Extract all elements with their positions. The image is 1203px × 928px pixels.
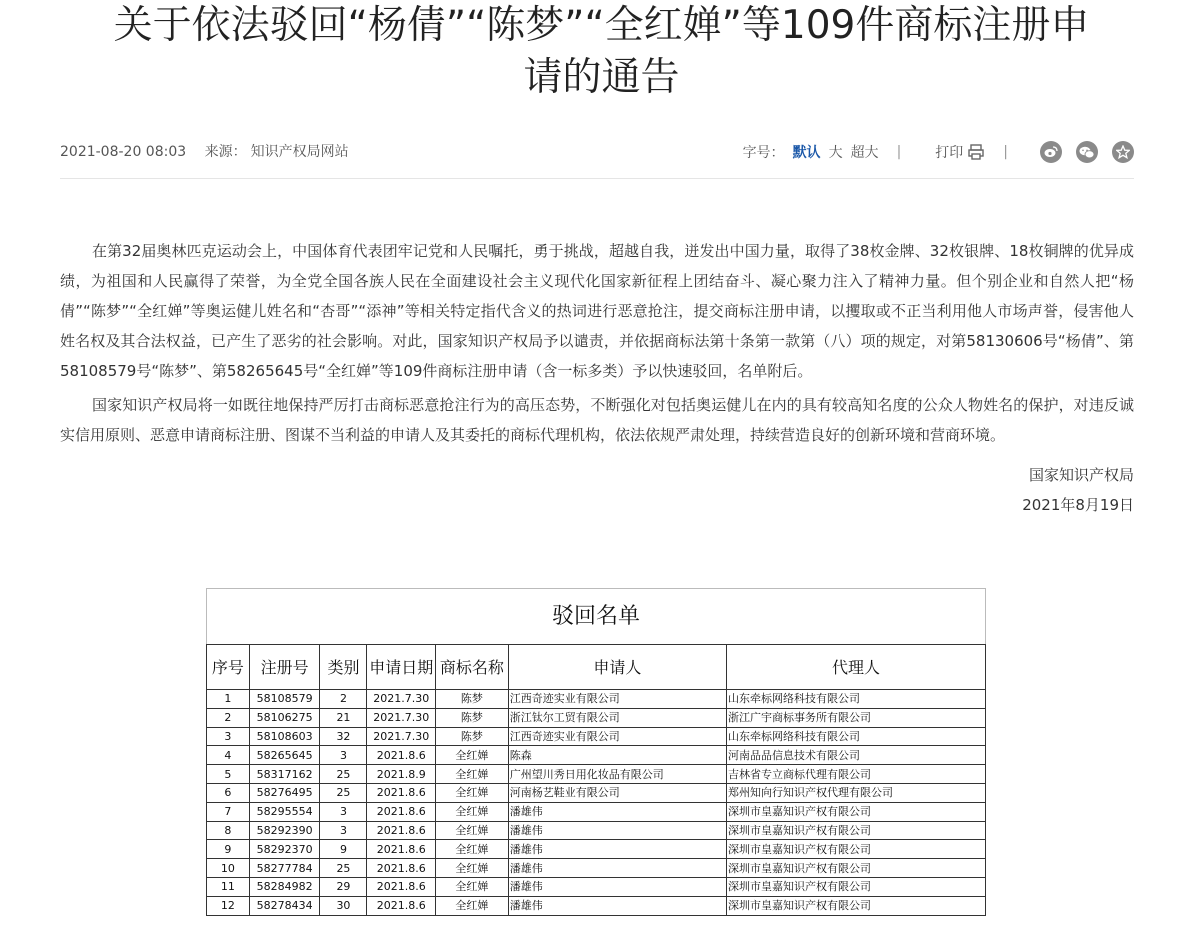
- table-cell: 潘雄伟: [508, 859, 726, 878]
- signature-date: 2021年8月19日: [1022, 496, 1134, 514]
- header-class: 类别: [320, 645, 367, 690]
- table-cell: 潘雄伟: [508, 840, 726, 859]
- table-cell: 5: [207, 765, 250, 784]
- article-tools: [735, 140, 1134, 164]
- table-cell: 2: [320, 690, 367, 709]
- table-cell: 潘雄伟: [508, 821, 726, 840]
- table-body: [207, 690, 986, 916]
- table-cell: 全红婵: [435, 840, 508, 859]
- table-cell: 陈梦: [435, 690, 508, 709]
- font-size-default-button[interactable]: 默认: [792, 145, 821, 161]
- table-cell: 58317162: [249, 765, 320, 784]
- weibo-icon[interactable]: [1040, 141, 1062, 163]
- table-cell: 全红婵: [435, 783, 508, 802]
- table-cell: 河南杨艺鞋业有限公司: [508, 783, 726, 802]
- table-cell: 12: [207, 896, 250, 915]
- table-cell: 58278434: [249, 896, 320, 915]
- table-cell: 2021.8.6: [367, 783, 435, 802]
- table-cell: 3: [320, 802, 367, 821]
- table-row: [207, 896, 986, 915]
- table-cell: 58265645: [249, 746, 320, 765]
- publish-date: 2021-08-20 08:03: [60, 144, 187, 160]
- table-cell: 陈梦: [435, 708, 508, 727]
- table-cell: 2021.7.30: [367, 690, 435, 709]
- table-cell: 潘雄伟: [508, 877, 726, 896]
- article-paragraph-1: 在第32届奥林匹克运动会上，中国体育代表团牢记党和人民嘱托，勇于挑战，超越自我，迸发出中国力量，取得了38枚金牌、32枚银牌、18枚铜牌的优异成绩，为祖国和人民赢得了荣誉，为全党全国各族人民在全面建设社会主义现代化国家新征程上团结奋斗、凝心聚力注入了精神力量。但个别企业和自然人把“杨倩”“陈梦”“全红婵”等奥运健儿姓名和“杏哥”“添神”等相关特定指代含义的热词进行恶意抢注，提交商标注册申请，以攫取或不正当利用他人市场声誉，侵害他人姓名权及其合法权益，已产生了恶劣的社会影响。对此，国家知识产权局予以谴责，并依据商标法第十条第一款第（八）项的规定，对第58130606号“杨倩”、第58108579号“陈梦”、第58265645号“全红婵”等109件商标注册申请（含一标多类）予以快速驳回，名单附后。: [60, 242, 1134, 380]
- table-cell: 4: [207, 746, 250, 765]
- table-cell: 25: [320, 859, 367, 878]
- table-cell: 全红婵: [435, 765, 508, 784]
- table-cell: 吉林省专立商标代理有限公司: [726, 765, 985, 784]
- header-mark-name: 商标名称: [435, 645, 508, 690]
- table-cell: 山东牵标网络科技有限公司: [726, 727, 985, 746]
- table-cell: 山东牵标网络科技有限公司: [726, 690, 985, 709]
- article-title: [40, 0, 1163, 104]
- table-cell: 32: [320, 727, 367, 746]
- table-cell: 全红婵: [435, 896, 508, 915]
- table-row: [207, 746, 986, 765]
- table-cell: 2021.7.30: [367, 727, 435, 746]
- font-size-label: 字号：: [742, 145, 785, 161]
- table-header-row: [207, 645, 986, 690]
- article-title-line-2: 请的通告: [523, 55, 680, 100]
- table-cell: 全红婵: [435, 746, 508, 765]
- article-title-line-1: 关于依法驳回“杨倩”“陈梦”“全红婵”等109件商标注册申: [113, 3, 1090, 48]
- print-button[interactable]: [927, 142, 985, 162]
- table-cell: 浙江钛尔工贸有限公司: [508, 708, 726, 727]
- source-label: 来源：: [204, 144, 247, 160]
- table-cell: 2021.8.6: [367, 840, 435, 859]
- table-cell: 58292370: [249, 840, 320, 859]
- table-cell: 2021.8.6: [367, 896, 435, 915]
- table-cell: 2021.8.6: [367, 821, 435, 840]
- wechat-icon[interactable]: [1076, 141, 1098, 163]
- table-title: 驳回名单: [206, 588, 986, 644]
- toolbar-divider: |: [896, 144, 902, 160]
- table-cell: 全红婵: [435, 802, 508, 821]
- table-cell: 25: [320, 783, 367, 802]
- table-cell: 58108603: [249, 727, 320, 746]
- table-cell: 2021.7.30: [367, 708, 435, 727]
- table-row: [207, 802, 986, 821]
- table-cell: 全红婵: [435, 859, 508, 878]
- header-applicant: 申请人: [508, 645, 726, 690]
- table-cell: 深圳市皇嘉知识产权有限公司: [726, 840, 985, 859]
- article-meta-left: [60, 140, 363, 164]
- table-cell: 浙江广宇商标事务所有限公司: [726, 708, 985, 727]
- table-cell: 江西奇迹实业有限公司: [508, 690, 726, 709]
- table-cell: 2021.8.6: [367, 802, 435, 821]
- table-cell: 6: [207, 783, 250, 802]
- header-reg-no: 注册号: [249, 645, 320, 690]
- table-cell: 2021.8.6: [367, 877, 435, 896]
- table-cell: 30: [320, 896, 367, 915]
- favorite-icon[interactable]: [1112, 141, 1134, 163]
- header-date: 申请日期: [367, 645, 435, 690]
- table-cell: 潘雄伟: [508, 896, 726, 915]
- table-cell: 江西奇迹实业有限公司: [508, 727, 726, 746]
- table-cell: 3: [320, 821, 367, 840]
- table-row: [207, 821, 986, 840]
- table-cell: 21: [320, 708, 367, 727]
- table-cell: 1: [207, 690, 250, 709]
- toolbar-divider-2: |: [1003, 144, 1008, 160]
- table-cell: 58276495: [249, 783, 320, 802]
- table-cell: 3: [207, 727, 250, 746]
- table-cell: 全红婵: [435, 877, 508, 896]
- table-cell: 58277784: [249, 859, 320, 878]
- table-cell: 陈梦: [435, 727, 508, 746]
- table-row: [207, 765, 986, 784]
- table-cell: 潘雄伟: [508, 802, 726, 821]
- table-cell: 郑州知向行知识产权代理有限公司: [726, 783, 985, 802]
- table-cell: 29: [320, 877, 367, 896]
- article-paragraph-2: 国家知识产权局将一如既往地保持严厉打击商标恶意抢注行为的高压态势，不断强化对包括奥运健儿在内的具有较高知名度的公众人物姓名的保护，对违反诚实信用原则、恶意申请商标注册、图谋不当利益的申请人及其委托的商标代理机构，依法依规严肃处理，持续营造良好的创新环境和营商环境。: [60, 396, 1134, 444]
- table-cell: 10: [207, 859, 250, 878]
- table-cell: 7: [207, 802, 250, 821]
- table-cell: 陈森: [508, 746, 726, 765]
- table-cell: 深圳市皇嘉知识产权有限公司: [726, 877, 985, 896]
- table-row: [207, 708, 986, 727]
- table-cell: 全红婵: [435, 821, 508, 840]
- table-cell: 25: [320, 765, 367, 784]
- table-cell: 8: [207, 821, 250, 840]
- table-cell: 深圳市皇嘉知识产权有限公司: [726, 859, 985, 878]
- table-row: [207, 840, 986, 859]
- meta-divider-line: [60, 178, 1134, 179]
- table-row: [207, 877, 986, 896]
- article-meta-bar: [60, 140, 1134, 164]
- printer-icon: [967, 143, 985, 161]
- rejection-list-table-image: [206, 588, 986, 928]
- header-index: 序号: [207, 645, 250, 690]
- table-cell: 2: [207, 708, 250, 727]
- font-size-xlarge-button[interactable]: 超大: [850, 145, 879, 161]
- header-agent: 代理人: [726, 645, 985, 690]
- table-cell: 58292390: [249, 821, 320, 840]
- table-cell: 3: [320, 746, 367, 765]
- table-cell: 广州望川秀日用化妆品有限公司: [508, 765, 726, 784]
- table-cell: 58108579: [249, 690, 320, 709]
- table-cell: 58284982: [249, 877, 320, 896]
- table-cell: 2021.8.6: [367, 859, 435, 878]
- table-row: [207, 859, 986, 878]
- table-row: [207, 690, 986, 709]
- table-cell: 58106275: [249, 708, 320, 727]
- signature-org: 国家知识产权局: [1028, 466, 1134, 484]
- table-cell: 2021.8.6: [367, 746, 435, 765]
- table-cell: 2021.8.9: [367, 765, 435, 784]
- table-cell: 深圳市皇嘉知识产权有限公司: [726, 802, 985, 821]
- table-cell: 9: [320, 840, 367, 859]
- table-row: [207, 727, 986, 746]
- source-name[interactable]: 知识产权局网站: [250, 144, 349, 160]
- table-cell: 深圳市皇嘉知识产权有限公司: [726, 896, 985, 915]
- table-cell: 11: [207, 877, 250, 896]
- print-label: 打印: [935, 145, 964, 161]
- table-cell: 58295554: [249, 802, 320, 821]
- table-row: [207, 783, 986, 802]
- table-cell: 河南品品信息技术有限公司: [726, 746, 985, 765]
- font-size-large-button[interactable]: 大: [828, 145, 843, 161]
- table-cell: 9: [207, 840, 250, 859]
- article-body: [60, 236, 1134, 520]
- table-cell: 深圳市皇嘉知识产权有限公司: [726, 821, 985, 840]
- rejection-list-table: [206, 644, 986, 916]
